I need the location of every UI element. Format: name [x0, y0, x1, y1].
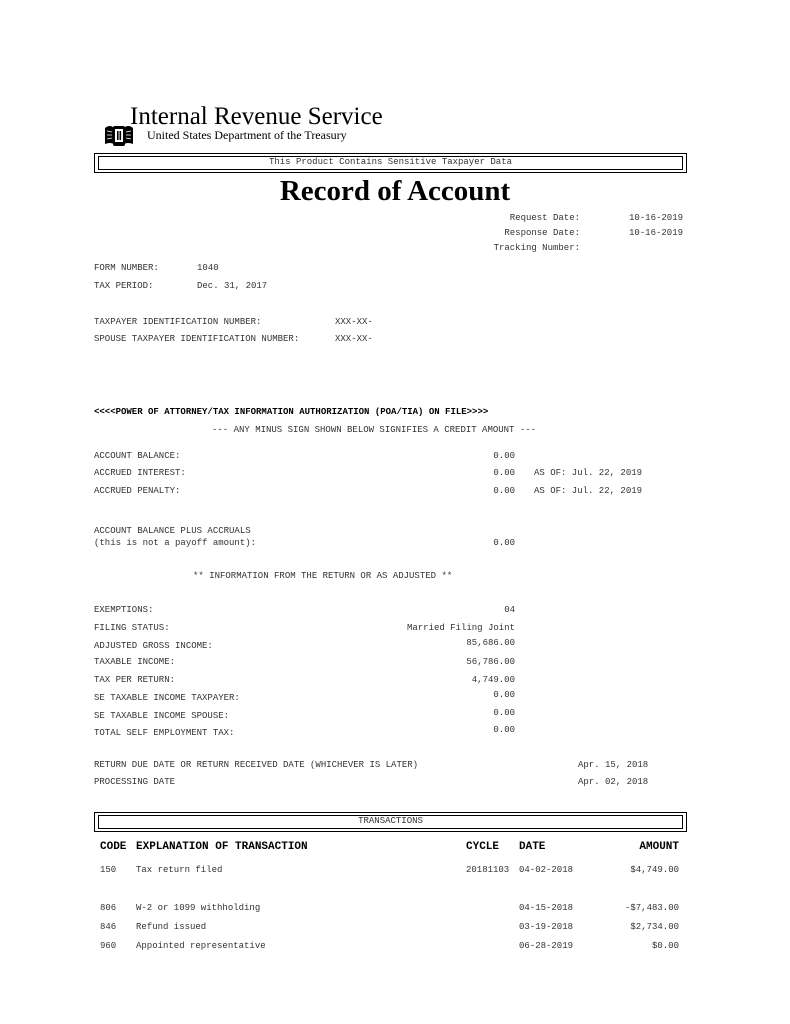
return-row-label: TOTAL SELF EMPLOYMENT TAX:	[94, 728, 235, 738]
spouse-tin-value: XXX-XX-	[335, 334, 373, 344]
column-header-date: DATE	[519, 841, 546, 853]
account-balance-value: 0.00	[493, 451, 515, 461]
column-header-explanation: EXPLANATION OF TRANSACTION	[136, 841, 308, 853]
page-title: Record of Account	[279, 175, 511, 207]
form-number: 1040	[197, 263, 219, 273]
plus-accruals-value: 0.00	[493, 538, 515, 548]
transaction-explanation: W-2 or 1099 withholding	[136, 903, 261, 913]
column-header-cycle: CYCLE	[466, 841, 500, 853]
transaction-explanation: Appointed representative	[136, 941, 266, 951]
response-date: 10-16-2019	[628, 228, 683, 238]
return-row-value: 0.00	[493, 690, 515, 700]
accrued-interest-label: ACCRUED INTEREST:	[94, 468, 186, 478]
tax-period: Dec. 31, 2017	[197, 281, 268, 291]
request-date: 10-16-2019	[628, 213, 683, 223]
transaction-date: 04-15-2018	[519, 903, 574, 913]
transaction-date: 06-28-2019	[519, 941, 574, 951]
sensitive-notice-text: This Product Contains Sensitive Taxpayer Data	[268, 157, 513, 167]
plus-accruals-note: (this is not a payoff amount):	[94, 538, 257, 548]
return-row-value: 04	[504, 605, 515, 615]
sensitive-data-banner	[94, 153, 687, 173]
transaction-date: 04-02-2018	[519, 865, 574, 875]
irs-eagle-logo	[94, 104, 128, 132]
transaction-code: 150	[100, 865, 117, 875]
due-date-value: Apr. 15, 2018	[578, 760, 649, 770]
transaction-amount: -$7,483.00	[624, 903, 679, 913]
account-balance-label: ACCOUNT BALANCE:	[94, 451, 181, 461]
transaction-amount: $0.00	[651, 941, 679, 951]
department-name: United States Department of the Treasury	[147, 128, 347, 142]
transaction-amount: $2,734.00	[630, 922, 679, 932]
return-row-label: SE TAXABLE INCOME SPOUSE:	[94, 711, 230, 721]
accrued-penalty-value: 0.00	[493, 486, 515, 496]
response-date-label: Response Date:	[504, 228, 580, 238]
poa-notice: <<<<POWER OF ATTORNEY/TAX INFORMATION AUTHORIZATION (POA/TIA) ON FILE>>>>	[94, 407, 489, 417]
return-row-value: 0.00	[493, 708, 515, 718]
plus-accruals-label: ACCOUNT BALANCE PLUS ACCRUALS	[94, 526, 251, 536]
accrued-interest-asof: AS OF: Jul. 22, 2019	[534, 468, 643, 478]
return-row-value: 4,749.00	[471, 675, 515, 685]
tax-period-label: TAX PERIOD:	[94, 281, 154, 291]
transaction-code: 846	[100, 922, 117, 932]
transaction-explanation: Tax return filed	[136, 865, 223, 875]
return-row-label: ADJUSTED GROSS INCOME:	[94, 641, 213, 651]
processing-date-label: PROCESSING DATE	[94, 777, 176, 787]
return-row-label: SE TAXABLE INCOME TAXPAYER:	[94, 693, 240, 703]
transaction-explanation: Refund issued	[136, 922, 207, 932]
accrued-interest-value: 0.00	[493, 468, 515, 478]
return-row-label: TAX PER RETURN:	[94, 675, 176, 685]
spouse-tin-label: SPOUSE TAXPAYER IDENTIFICATION NUMBER:	[94, 334, 300, 344]
return-row-label: TAXABLE INCOME:	[94, 657, 176, 667]
return-row-label: FILING STATUS:	[94, 623, 170, 633]
due-date-label: RETURN DUE DATE OR RETURN RECEIVED DATE (WHICHEVER IS LATER)	[94, 760, 419, 770]
accrued-penalty-asof: AS OF: Jul. 22, 2019	[534, 486, 643, 496]
tracking-number-label: Tracking Number:	[493, 243, 580, 253]
column-header-code: CODE	[100, 841, 127, 853]
transaction-code: 806	[100, 903, 117, 913]
transactions-banner	[94, 812, 687, 832]
return-row-value: 85,686.00	[466, 638, 515, 648]
column-header-amount: AMOUNT	[639, 841, 679, 853]
tin-value: XXX-XX-	[335, 317, 373, 327]
return-row-label: EXEMPTIONS:	[94, 605, 154, 615]
transaction-amount: $4,749.00	[630, 865, 679, 875]
agency-name: Internal Revenue Service	[130, 103, 383, 130]
tin-label: TAXPAYER IDENTIFICATION NUMBER:	[94, 317, 262, 327]
return-row-value: Married Filing Joint	[406, 623, 515, 633]
request-date-label: Request Date:	[509, 213, 580, 223]
credit-notice: --- ANY MINUS SIGN SHOWN BELOW SIGNIFIES A CREDIT AMOUNT ---	[212, 425, 537, 435]
transaction-cycle: 20181103	[466, 865, 510, 875]
accrued-penalty-label: ACCRUED PENALTY:	[94, 486, 181, 496]
transaction-date: 03-19-2018	[519, 922, 574, 932]
transaction-code: 960	[100, 941, 117, 951]
form-number-label: FORM NUMBER:	[94, 263, 159, 273]
return-row-value: 0.00	[493, 725, 515, 735]
return-row-value: 56,786.00	[466, 657, 515, 667]
transactions-bar-label: TRANSACTIONS	[358, 816, 423, 826]
processing-date-value: Apr. 02, 2018	[578, 777, 649, 787]
return-info-heading: ** INFORMATION FROM THE RETURN OR AS ADJUSTED **	[193, 571, 453, 581]
